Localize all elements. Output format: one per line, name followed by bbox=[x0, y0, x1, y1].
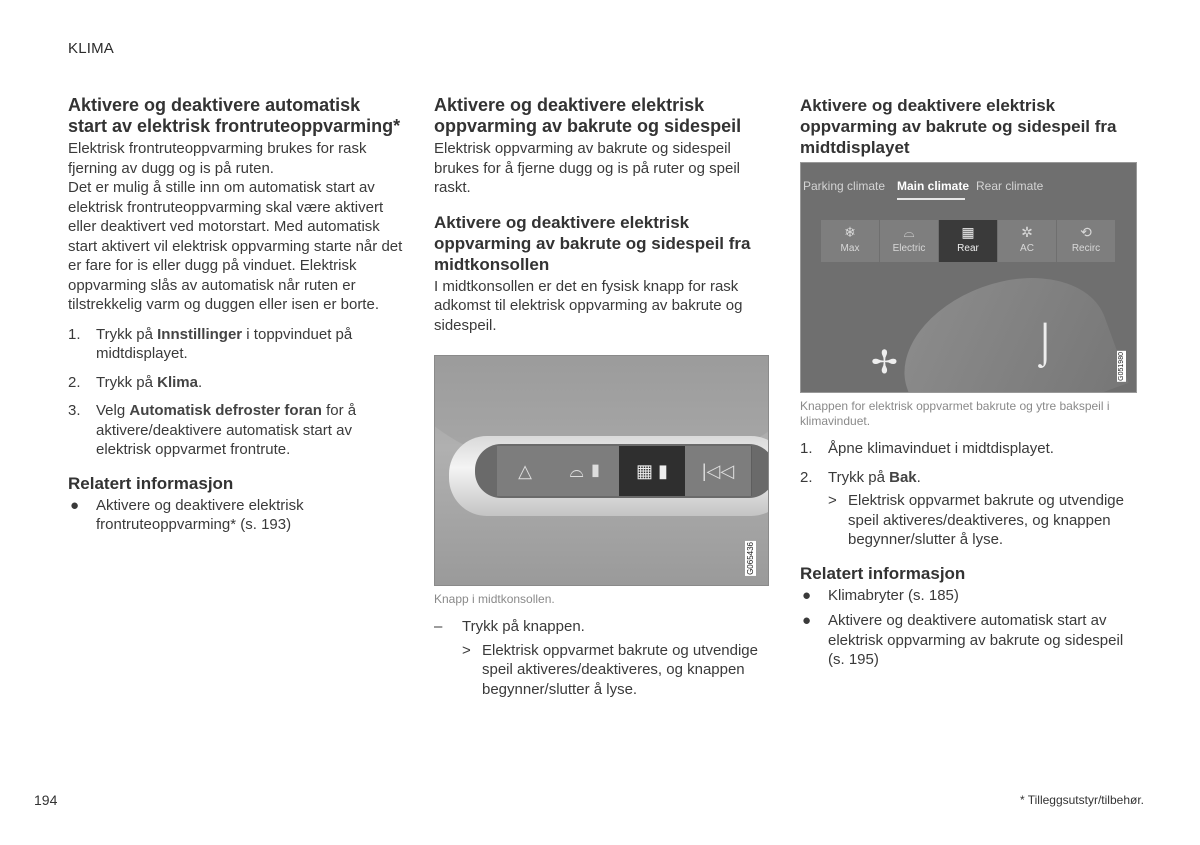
col2-title: Aktivere og deaktivere elektrisk oppvarming av bakrute og sidespeil bbox=[434, 95, 742, 136]
step-item bbox=[800, 468, 1135, 488]
rear-defrost-icon: ▦ bbox=[961, 224, 975, 240]
result-text: Elektrisk oppvarmet bakrute og utvendige speil aktiveres/deaktiveres, og knappen begynner/slutter å lyse. bbox=[848, 492, 1124, 548]
footnote: * Tilleggsutstyr/tilbehør. bbox=[1019, 793, 1144, 807]
max-defrost-icon: ❄ bbox=[844, 224, 856, 240]
col1-body: Det er mulig å stille inn om automatisk start av elektrisk frontruteoppvarming skal være aktivert eller deaktivert ved motorstart. Med automatisk start aktivert vil elektrisk oppvarming starte når det er fare for is eller dugg på vinduet. Elektrisk oppvarming slås av automatisk når ruten er tilstrekkelig varm og duggen eller isen er borte. bbox=[68, 179, 403, 313]
ac-icon: ✲ bbox=[1021, 224, 1033, 240]
col3-related-title: Relatert informasjon bbox=[800, 563, 966, 583]
step-number: 1. bbox=[800, 440, 813, 457]
seat-icon: ⌡ bbox=[1033, 321, 1058, 365]
step-keyword: Innstillinger bbox=[157, 325, 243, 343]
rear-defrost-icon: ▦ ▮ bbox=[619, 446, 686, 496]
electric-button bbox=[880, 220, 938, 262]
step-text: Velg bbox=[96, 402, 130, 419]
bullet-icon: ● bbox=[802, 612, 812, 629]
step-text-end: for å aktivere/deaktivere automatisk start av elektrisk oppvarmet frontrute. bbox=[96, 402, 357, 458]
step-text-end: . bbox=[916, 468, 921, 486]
col3-related-list bbox=[800, 586, 1135, 670]
step-item bbox=[68, 373, 403, 393]
ac-button bbox=[998, 220, 1056, 262]
recirc-label: Recirc bbox=[1071, 243, 1101, 254]
section-title: KLIMA bbox=[68, 40, 115, 57]
col2-caption: Knapp i midtkonsollen. bbox=[434, 592, 555, 606]
step-item bbox=[68, 325, 403, 364]
figure-code: G065436 bbox=[746, 542, 755, 575]
electric-windscreen-icon: ⌓ bbox=[903, 224, 915, 240]
result-arrow-icon: > bbox=[462, 641, 471, 659]
related-link-text[interactable]: Aktivere og deaktivere elektrisk frontruteoppvarming* (s. 193) bbox=[96, 496, 304, 533]
active-tab-indicator bbox=[897, 198, 965, 200]
bullet-icon: ● bbox=[802, 586, 812, 604]
step-keyword: Klima bbox=[157, 373, 198, 391]
hazard-icon: △ bbox=[497, 446, 554, 496]
fan-icon: ✢ bbox=[871, 344, 898, 380]
electric-label: Electric bbox=[892, 243, 926, 254]
result-step bbox=[434, 641, 769, 700]
max-button bbox=[821, 220, 879, 262]
ac-label: AC bbox=[1020, 243, 1034, 254]
col1-lead: Elektrisk frontruteoppvarming brukes for rask fjerning av dugg og is på ruten. bbox=[68, 140, 367, 177]
center-console-image bbox=[434, 355, 769, 586]
col3-caption: Knappen for elektrisk oppvarmet bakrute og ytre bakspeil i klimavinduet. bbox=[800, 399, 1110, 428]
related-link[interactable] bbox=[68, 496, 403, 535]
col3-title: Aktivere og deaktivere elektrisk oppvarming av bakrute og sidespeil fra midtdisplayet bbox=[800, 96, 1117, 157]
col1-title: Aktivere og deaktivere automatisk start av elektrisk frontruteoppvarming* bbox=[68, 95, 401, 136]
step-number: 2. bbox=[68, 373, 81, 391]
col3-steps bbox=[800, 439, 1135, 487]
related-link[interactable] bbox=[800, 586, 1135, 606]
tab-rear-climate: Rear climate bbox=[976, 179, 1044, 193]
col1-related-list bbox=[68, 496, 403, 535]
step-number: 3. bbox=[68, 402, 81, 419]
related-link-text[interactable]: Aktivere og deaktivere automatisk start av elektrisk oppvarming av bakrute og sidespeil (s. 195) bbox=[828, 612, 1124, 668]
rear-button bbox=[939, 220, 997, 262]
step-text: Trykk på bbox=[828, 468, 890, 486]
col1-steps bbox=[68, 325, 403, 460]
step-text: Trykk på bbox=[96, 373, 158, 391]
rear-label: Rear bbox=[957, 243, 979, 254]
page-number: 194 bbox=[34, 792, 58, 808]
step-item bbox=[68, 401, 403, 460]
front-defrost-icon: ⌓ ▮ bbox=[553, 446, 620, 496]
step-text-end: i toppvinduet på midtdisplayet. bbox=[96, 325, 353, 362]
related-link-text[interactable]: Klimabryter (s. 185) bbox=[828, 586, 959, 604]
action-step-text: Trykk på knappen. bbox=[462, 618, 585, 635]
step-text: Trykk på bbox=[96, 325, 158, 343]
action-step bbox=[434, 617, 769, 637]
dash-icon: – bbox=[434, 618, 443, 635]
tab-main-climate: Main climate bbox=[897, 179, 970, 193]
tab-parking-climate: Parking climate bbox=[803, 179, 886, 193]
related-link[interactable] bbox=[800, 611, 1135, 670]
figure-code: G051980 bbox=[1118, 352, 1125, 381]
step-text-end: . bbox=[197, 373, 203, 391]
result-step bbox=[800, 491, 1135, 550]
step-text: Åpne klimavinduet i midtdisplayet. bbox=[828, 440, 1054, 457]
column-3 bbox=[800, 95, 1135, 676]
col2-lead: Elektrisk oppvarming av bakrute og sidespeil brukes for å fjerne dugg og is på ruter og speil raskt. bbox=[434, 140, 741, 196]
bullet-icon: ● bbox=[70, 496, 80, 514]
step-number: 2. bbox=[800, 468, 813, 486]
step-number: 1. bbox=[68, 325, 81, 343]
climate-screen-image bbox=[800, 162, 1137, 393]
result-text: Elektrisk oppvarmet bakrute og utvendige speil aktiveres/deaktiveres, og knappen begynner/slutter å lyse. bbox=[482, 641, 758, 698]
col2-body: I midtkonsollen er det en fysisk knapp for rask adkomst til elektrisk oppvarming av bakrute og sidespeil. bbox=[434, 277, 743, 334]
col2-subtitle: Aktivere og deaktivere elektrisk oppvarming av bakrute og sidespeil fra midtkonsollen bbox=[434, 212, 751, 274]
recirc-button bbox=[1057, 220, 1115, 262]
column-1 bbox=[68, 95, 403, 541]
seat-illustration bbox=[883, 251, 1128, 393]
max-label: Max bbox=[840, 243, 860, 254]
previous-track-icon: |◁◁ bbox=[685, 446, 752, 496]
step-keyword: Bak bbox=[889, 468, 917, 486]
step-keyword: Automatisk defroster foran bbox=[129, 402, 322, 419]
col1-related-title: Relatert informasjon bbox=[68, 473, 234, 493]
recirc-icon: ⟲ bbox=[1080, 224, 1092, 240]
result-arrow-icon: > bbox=[828, 492, 837, 509]
step-item bbox=[800, 439, 1135, 459]
column-2 bbox=[434, 95, 769, 699]
